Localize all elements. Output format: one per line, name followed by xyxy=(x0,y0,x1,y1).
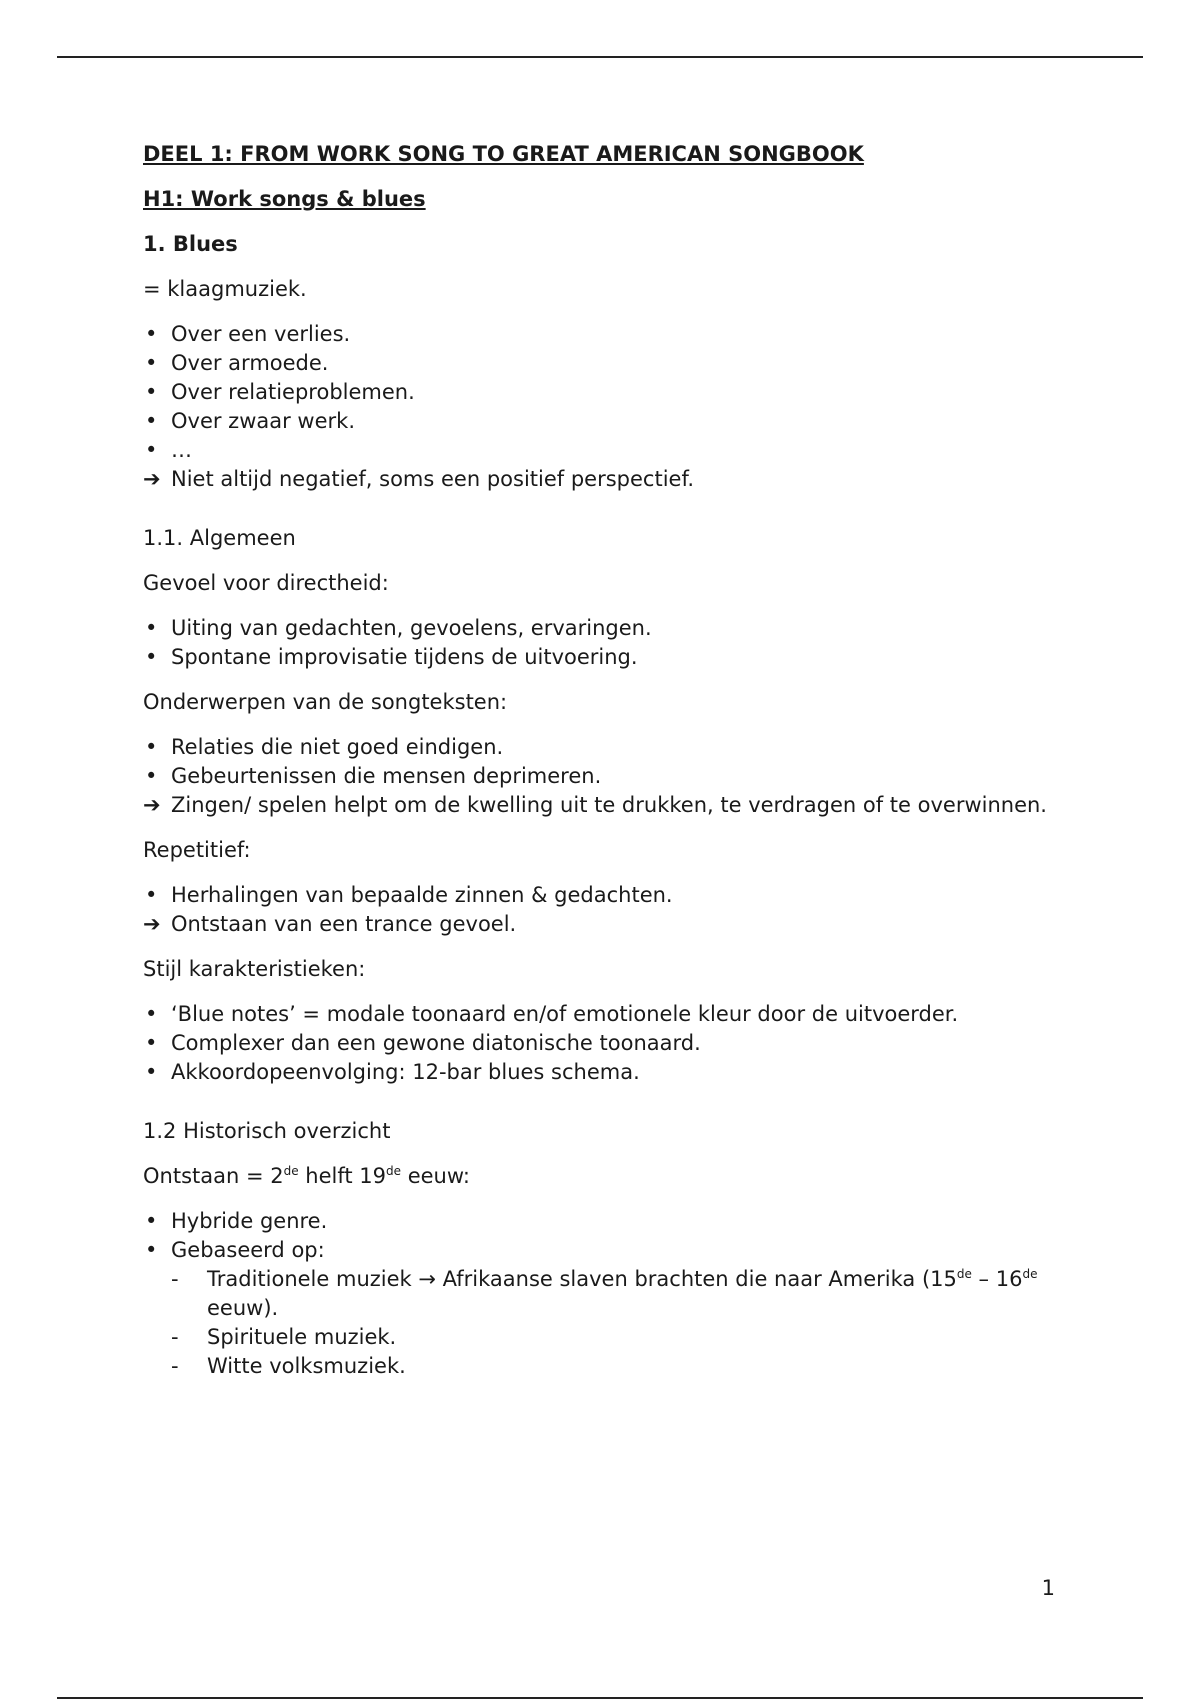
list-item: • Spontane improvisatie tijdens de uitvoering. xyxy=(143,643,1057,672)
list-item: • Relaties die niet goed eindigen. xyxy=(143,733,1057,762)
page-number: 1 xyxy=(1041,1576,1055,1600)
dash-icon: - xyxy=(171,1267,179,1291)
bullet-icon: • xyxy=(145,616,158,640)
bullet-icon: • xyxy=(145,1002,158,1026)
origin-line: Ontstaan = 2de helft 19de eeuw: xyxy=(143,1164,470,1188)
bullet-icon: • xyxy=(145,1209,158,1233)
list-item: • Over zwaar werk. xyxy=(143,407,1057,436)
blues-topics-list xyxy=(143,320,1057,494)
dash-icon: - xyxy=(171,1354,179,1378)
bullet-icon: • xyxy=(145,1238,158,1262)
list-item: • ‘Blue notes’ = modale toonaard en/of emotionele kleur door de uitvoerder. xyxy=(143,1000,1057,1029)
blues-definition: = klaagmuziek. xyxy=(143,277,307,301)
arrow-right-icon: ➔ xyxy=(143,912,161,936)
bullet-icon: • xyxy=(145,380,158,404)
bullet-icon: • xyxy=(145,645,158,669)
style-list xyxy=(143,1000,1057,1087)
lyrics-label: Onderwerpen van de songteksten: xyxy=(143,690,508,714)
bullet-icon: • xyxy=(145,764,158,788)
origin-sublist xyxy=(171,1265,1057,1381)
bullet-icon: • xyxy=(145,438,158,462)
sub-list-item: - Witte volksmuziek. xyxy=(171,1352,1057,1381)
list-item-note: ➔ Niet altijd negatief, soms een positief perspectief. xyxy=(143,465,1057,494)
spacer xyxy=(143,1087,1057,1117)
list-item: • Gebeurtenissen die mensen deprimeren. xyxy=(143,762,1057,791)
bullet-icon: • xyxy=(145,883,158,907)
bullet-icon: • xyxy=(145,409,158,433)
repetitive-list xyxy=(143,881,1057,939)
list-item: • Akkoordopeenvolging: 12-bar blues schema. xyxy=(143,1058,1057,1087)
directness-list xyxy=(143,614,1057,672)
spacer xyxy=(143,494,1057,524)
list-item: • … xyxy=(143,436,1057,465)
sub-list-item: - Spirituele muziek. xyxy=(171,1323,1057,1352)
bullet-icon: • xyxy=(145,1060,158,1084)
page-content xyxy=(143,140,1057,1381)
list-item: • Gebaseerd op: - Traditionele muziek → Afrikaanse slaven brachten die naar Amerika (15de – 16de eeuw). - Spirituele muziek. - Witte volksmuziek. xyxy=(143,1236,1057,1381)
dash-icon: - xyxy=(171,1325,179,1349)
list-item: • Hybride genre. xyxy=(143,1207,1057,1236)
arrow-right-icon: ➔ xyxy=(143,793,161,817)
chapter-title: H1: Work songs & blues xyxy=(143,187,426,211)
section-title-blues: 1. Blues xyxy=(143,232,238,256)
bullet-icon: • xyxy=(145,322,158,346)
lyrics-list xyxy=(143,733,1057,820)
bullet-icon: • xyxy=(145,351,158,375)
list-item: • Complexer dan een gewone diatonische toonaard. xyxy=(143,1029,1057,1058)
list-item-note: ➔ Zingen/ spelen helpt om de kwelling uit te drukken, te verdragen of te overwinnen. xyxy=(143,791,1057,820)
sub-list-item: - Traditionele muziek → Afrikaanse slaven brachten die naar Amerika (15de – 16de eeuw). xyxy=(171,1267,1038,1320)
origin-list xyxy=(143,1207,1057,1381)
arrow-right-icon: ➔ xyxy=(143,467,161,491)
section-title-historisch: 1.2 Historisch overzicht xyxy=(143,1119,391,1143)
list-item-note: ➔ Ontstaan van een trance gevoel. xyxy=(143,910,1057,939)
list-item: • Herhalingen van bepaalde zinnen & gedachten. xyxy=(143,881,1057,910)
repetitive-label: Repetitief: xyxy=(143,838,251,862)
directness-label: Gevoel voor directheid: xyxy=(143,571,389,595)
bullet-icon: • xyxy=(145,1031,158,1055)
section-title-algemeen: 1.1. Algemeen xyxy=(143,526,296,550)
list-item: • Uiting van gedachten, gevoelens, ervaringen. xyxy=(143,614,1057,643)
list-item: • Over armoede. xyxy=(143,349,1057,378)
bullet-icon: • xyxy=(145,735,158,759)
list-item: • Over relatieproblemen. xyxy=(143,378,1057,407)
footer-rule xyxy=(57,1697,1143,1699)
style-label: Stijl karakteristieken: xyxy=(143,957,366,981)
part-title: DEEL 1: FROM WORK SONG TO GREAT AMERICAN SONGBOOK xyxy=(143,142,864,166)
header-rule xyxy=(57,56,1143,58)
list-item: • Over een verlies. xyxy=(143,320,1057,349)
